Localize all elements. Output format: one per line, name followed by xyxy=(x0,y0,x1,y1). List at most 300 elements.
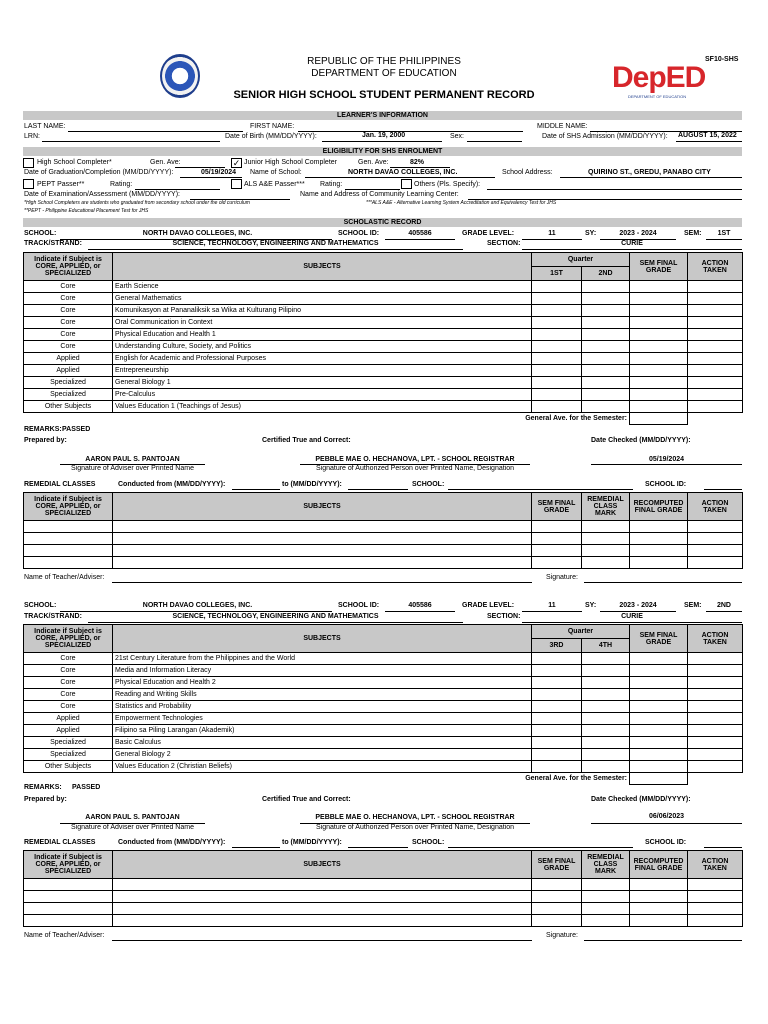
s2-school-line xyxy=(60,611,332,612)
grad-date-value: 05/19/2024 xyxy=(201,169,237,176)
action-taken xyxy=(688,341,743,353)
school-address-label: School Address: xyxy=(502,169,553,176)
s1-hdr-indicate: Indicate if Subject is CORE, APPLIED, or SPECIALIZED xyxy=(24,253,113,281)
subject-type: Core xyxy=(24,701,113,713)
subject-name: English for Academic and Professional Purposes xyxy=(113,353,532,365)
s1-remedial-school-id-line xyxy=(704,489,742,490)
grade-q1 xyxy=(532,665,582,677)
action-taken xyxy=(688,653,743,665)
s1-sem-value: 1ST xyxy=(717,230,731,237)
table-row xyxy=(24,401,743,413)
als-checkbox[interactable] xyxy=(231,179,242,189)
s2-sem-label: SEM: xyxy=(684,602,702,609)
grade-q1 xyxy=(532,365,582,377)
action-taken xyxy=(688,725,743,737)
s1-adviser-caption: Signature of Adviser over Printed Name xyxy=(71,465,194,472)
s1-hdr-q1: 1ST xyxy=(532,267,582,281)
school-name-line xyxy=(305,177,495,178)
s2-hdr-subjects: SUBJECTS xyxy=(113,625,532,653)
s1-rem-hdr-subjects: SUBJECTS xyxy=(113,493,532,521)
hs-completer-checkbox[interactable] xyxy=(23,158,34,168)
sem-final-grade xyxy=(630,713,688,725)
s1-track-label: TRACK/STRAND: xyxy=(24,240,82,247)
note-als: ***ALS A&E - Alternative Learning System Accreditation and Equivalency Test for JHS xyxy=(366,200,557,206)
table-row xyxy=(24,521,743,533)
first-name-line xyxy=(298,131,523,132)
subject-name: General Mathematics xyxy=(113,293,532,305)
s2-hdr-action: ACTION TAKEN xyxy=(688,625,743,653)
s2-school-id-value: 405586 xyxy=(408,602,432,609)
s2-subject-rows xyxy=(24,653,743,773)
subject-type: Core xyxy=(24,677,113,689)
sem-final-grade xyxy=(630,749,688,761)
s2-teacher-label: Name of Teacher/Adviser: xyxy=(24,932,105,939)
action-taken xyxy=(688,281,743,293)
others-checkbox[interactable] xyxy=(401,179,412,189)
grade-q1 xyxy=(532,377,582,389)
school-name-value: NORTH DAVAO COLLEGES, INC. xyxy=(348,169,458,176)
table-row xyxy=(24,317,743,329)
learner-info-bar: LEARNER'S INFORMATION xyxy=(23,111,742,120)
sex-line xyxy=(467,141,522,142)
grade-q1 xyxy=(532,401,582,413)
table-row xyxy=(24,701,743,713)
table-row xyxy=(24,353,743,365)
table-row xyxy=(24,665,743,677)
als-rating-line xyxy=(345,189,400,190)
sem-final-grade xyxy=(630,305,688,317)
s1-remarks-value: PASSED xyxy=(62,426,91,433)
lrn-label: LRN: xyxy=(24,133,40,140)
grade-q2 xyxy=(582,713,630,725)
s2-general-ave-label: General Ave. for the Semester: xyxy=(24,773,630,785)
table-row xyxy=(24,329,743,341)
action-taken xyxy=(688,737,743,749)
sem-final-grade xyxy=(630,377,688,389)
s1-to-line xyxy=(348,489,408,490)
note-pept: **PEPT - Philippine Educational Placement Test for JHS xyxy=(24,208,149,214)
grade-q2 xyxy=(582,401,630,413)
grade-q1 xyxy=(532,389,582,401)
grade-q2 xyxy=(582,365,630,377)
subject-name: Values Education 1 (Teachings of Jesus) xyxy=(113,401,532,413)
s1-certified-label: Certified True and Correct: xyxy=(262,437,351,444)
grade-q1 xyxy=(532,341,582,353)
s1-rem-hdr-indicate: Indicate if Subject is CORE, APPLIED, or SPECIALIZED xyxy=(24,493,113,521)
last-name-line xyxy=(68,131,243,132)
grade-q2 xyxy=(582,281,630,293)
table-row xyxy=(24,749,743,761)
subject-type: Applied xyxy=(24,725,113,737)
s1-remarks-label: REMARKS: xyxy=(24,426,62,433)
note-hs-completer: *High School Completers are students who graduated from secondary school under the old curriculum xyxy=(24,200,250,206)
others-line xyxy=(487,189,742,190)
table-row xyxy=(24,533,743,545)
table-row xyxy=(24,737,743,749)
s1-teacher-line xyxy=(112,582,532,583)
action-taken xyxy=(688,329,743,341)
middle-name-label: MIDDLE NAME: xyxy=(537,123,588,130)
s1-teacher-label: Name of Teacher/Adviser: xyxy=(24,574,105,581)
subject-type: Specialized xyxy=(24,737,113,749)
action-taken xyxy=(688,305,743,317)
table-row xyxy=(24,677,743,689)
subject-type: Specialized xyxy=(24,389,113,401)
s1-hdr-subjects: SUBJECTS xyxy=(113,253,532,281)
als-label: ALS A&E Passer*** xyxy=(244,181,305,188)
s2-rem-hdr-recomputed: RECOMPUTED FINAL GRADE xyxy=(630,851,688,879)
grade-q2 xyxy=(582,389,630,401)
s2-to-line xyxy=(348,847,408,848)
table-row xyxy=(24,341,743,353)
action-taken xyxy=(688,365,743,377)
s2-remedial-school-line xyxy=(448,847,633,848)
s2-hdr-quarter: Quarter xyxy=(532,625,630,639)
subject-type: Specialized xyxy=(24,749,113,761)
s1-date-checked-label: Date Checked (MM/DD/YYYY): xyxy=(591,437,691,444)
grade-q2 xyxy=(582,737,630,749)
table-row xyxy=(24,713,743,725)
jhs-gen-ave-label: Gen. Ave: xyxy=(358,159,389,166)
sem-final-grade xyxy=(630,701,688,713)
s2-sy-value: 2023 - 2024 xyxy=(619,602,657,609)
grade-q1 xyxy=(532,653,582,665)
action-taken xyxy=(688,761,743,773)
s1-date-checked-line xyxy=(591,464,742,465)
grade-q2 xyxy=(582,677,630,689)
s1-registrar-name: PEBBLE MAE O. HECHANOVA, LPT. - SCHOOL REGISTRAR xyxy=(315,456,515,463)
subject-name: Reading and Writing Skills xyxy=(113,689,532,701)
grade-q1 xyxy=(532,317,582,329)
s1-subject-rows xyxy=(24,281,743,413)
sem-final-grade xyxy=(630,389,688,401)
pept-label: PEPT Passer** xyxy=(37,181,85,188)
subject-name: Physical Education and Health 2 xyxy=(113,677,532,689)
grade-q2 xyxy=(582,689,630,701)
s1-school-id-label: SCHOOL ID: xyxy=(338,230,380,237)
hs-gen-ave-line xyxy=(175,167,225,168)
s1-conducted-line xyxy=(232,489,280,490)
s2-prepared-label: Prepared by: xyxy=(24,796,67,803)
dob-label: Date of Birth (MM/DD/YYYY): xyxy=(225,133,317,140)
subject-type: Core xyxy=(24,653,113,665)
table-row xyxy=(24,557,743,569)
grade-q1 xyxy=(532,677,582,689)
table-row xyxy=(24,545,743,557)
grade-q2 xyxy=(582,701,630,713)
grad-date-line xyxy=(180,177,242,178)
page-title: SENIOR HIGH SCHOOL STUDENT PERMANENT RECORD xyxy=(233,89,535,101)
school-name-label: Name of School: xyxy=(250,169,302,176)
s2-adviser-caption: Signature of Adviser over Printed Name xyxy=(71,824,194,831)
s1-to-label: to (MM/DD/YYYY): xyxy=(282,481,342,488)
s2-school-label: SCHOOL: xyxy=(24,602,57,609)
jhs-completer-checkbox[interactable] xyxy=(231,158,242,168)
subject-type: Other Subjects xyxy=(24,761,113,773)
s1-conducted-label: Conducted from (MM/DD/YYYY): xyxy=(118,481,226,488)
action-taken xyxy=(688,665,743,677)
table-row xyxy=(24,891,743,903)
dob-value: Jan. 19, 2000 xyxy=(362,132,406,139)
sem-final-grade xyxy=(630,653,688,665)
s1-grades-table xyxy=(23,252,743,425)
sem-final-grade xyxy=(630,665,688,677)
grade-q2 xyxy=(582,317,630,329)
grade-q2 xyxy=(582,725,630,737)
s2-general-ave-value xyxy=(630,773,688,785)
subject-name: Physical Education and Health 1 xyxy=(113,329,532,341)
s1-grade-level-label: GRADE LEVEL: xyxy=(462,230,515,237)
s2-rem-hdr-action: ACTION TAKEN xyxy=(688,851,743,879)
s2-section-line xyxy=(522,622,742,623)
others-label: Others (Pls. Specify): xyxy=(414,181,481,188)
sex-label: Sex: xyxy=(450,133,465,140)
subject-type: Core xyxy=(24,305,113,317)
s1-sy-value: 2023 - 2024 xyxy=(619,230,657,237)
s2-teacher-line xyxy=(112,940,532,941)
subject-type: Other Subjects xyxy=(24,401,113,413)
s2-sy-line xyxy=(600,611,676,612)
s1-sy-label: SY: xyxy=(585,230,597,237)
s1-school-label: SCHOOL: xyxy=(24,230,57,237)
s1-hdr-sem-final: SEM FINAL GRADE xyxy=(630,253,688,281)
grade-q1 xyxy=(532,329,582,341)
s2-school-value: NORTH DAVAO COLLEGES, INC. xyxy=(142,602,253,609)
republic-heading: REPUBLIC OF THE PHILIPPINES xyxy=(307,56,461,67)
s1-registrar-caption: Signature of Authorized Person over Printed Name, Designation xyxy=(315,465,515,472)
grade-q2 xyxy=(582,341,630,353)
s1-hdr-action: ACTION TAKEN xyxy=(688,253,743,281)
sem-final-grade xyxy=(630,281,688,293)
action-taken xyxy=(688,677,743,689)
grade-q2 xyxy=(582,329,630,341)
s1-hdr-q2: 2ND xyxy=(582,267,630,281)
table-row xyxy=(24,653,743,665)
s1-grade-level-value: 11 xyxy=(548,230,556,237)
grade-q2 xyxy=(582,353,630,365)
pept-rating-label: Rating: xyxy=(110,181,133,188)
s2-rem-hdr-mark: REMEDIAL CLASS MARK xyxy=(582,851,630,879)
s1-school-value: NORTH DAVAO COLLEGES, INC. xyxy=(142,230,253,237)
s2-adviser-name: AARON PAUL S. PANTOJAN xyxy=(85,814,180,821)
lrn-line xyxy=(42,141,220,142)
grade-q2 xyxy=(582,305,630,317)
exam-date-label: Date of Examination/Assessment (MM/DD/YYYY): xyxy=(24,191,180,198)
s1-remedial-label: REMEDIAL CLASSES xyxy=(24,481,96,488)
action-taken xyxy=(688,749,743,761)
subject-name: Understanding Culture, Society, and Politics xyxy=(113,341,532,353)
s1-section-line xyxy=(522,249,742,250)
grade-q2 xyxy=(582,749,630,761)
s1-prepared-label: Prepared by: xyxy=(24,437,67,444)
sem-final-grade xyxy=(630,725,688,737)
s1-general-ave-value xyxy=(630,413,688,425)
s2-hdr-sem-final: SEM FINAL GRADE xyxy=(630,625,688,653)
s2-certified-label: Certified True and Correct: xyxy=(262,796,351,803)
grade-q1 xyxy=(532,293,582,305)
subject-type: Core xyxy=(24,689,113,701)
s1-section-label: SECTION: xyxy=(487,240,521,247)
action-taken xyxy=(688,293,743,305)
s2-school-id-label: SCHOOL ID: xyxy=(338,602,380,609)
grade-q1 xyxy=(532,725,582,737)
s2-section-label: SECTION: xyxy=(487,613,521,620)
grade-q1 xyxy=(532,761,582,773)
first-name-label: FIRST NAME: xyxy=(250,123,295,130)
subject-type: Specialized xyxy=(24,377,113,389)
s2-grade-level-line xyxy=(522,611,582,612)
s2-conducted-label: Conducted from (MM/DD/YYYY): xyxy=(118,839,226,846)
s2-grade-level-label: GRADE LEVEL: xyxy=(462,602,515,609)
s1-sem-label: SEM: xyxy=(684,230,702,237)
table-row xyxy=(24,365,743,377)
s2-registrar-name: PEBBLE MAE O. HECHANOVA, LPT. - SCHOOL REGISTRAR xyxy=(315,814,515,821)
s2-remarks-value: PASSED xyxy=(72,784,101,791)
s2-track-value: SCIENCE, TECHNOLOGY, ENGINEERING AND MATHEMATICS xyxy=(172,613,379,620)
sem-final-grade xyxy=(630,353,688,365)
s2-signature-label: Signature: xyxy=(546,932,578,939)
s1-signature-line xyxy=(584,582,742,583)
sem-final-grade xyxy=(630,677,688,689)
s2-grades-table xyxy=(23,624,743,785)
s1-hdr-quarter: Quarter xyxy=(532,253,630,267)
s1-section-value: CURIE xyxy=(621,240,643,247)
s1-remedial-table xyxy=(23,492,743,569)
s2-rem-hdr-indicate: Indicate if Subject is CORE, APPLIED, or SPECIALIZED xyxy=(24,851,113,879)
pept-checkbox[interactable] xyxy=(23,179,34,189)
table-row xyxy=(24,689,743,701)
s2-date-checked-label: Date Checked (MM/DD/YYYY): xyxy=(591,796,691,803)
subject-type: Core xyxy=(24,329,113,341)
s2-sem-value: 2ND xyxy=(716,602,731,609)
jhs-gen-ave-line xyxy=(390,167,450,168)
grade-q1 xyxy=(532,305,582,317)
check-icon: ✓ xyxy=(232,158,241,168)
action-taken xyxy=(688,689,743,701)
school-address-value: QUIRINO ST., GREDU, PANABO CITY xyxy=(588,169,711,176)
deped-logo-subtext: DEPARTMENT OF EDUCATION xyxy=(628,94,687,99)
s2-school-id-line xyxy=(385,611,455,612)
s1-remedial-school-line xyxy=(448,489,633,490)
s1-rem-hdr-mark: REMEDIAL CLASS MARK xyxy=(582,493,630,521)
table-row xyxy=(24,761,743,773)
s2-track-label: TRACK/STRAND: xyxy=(24,613,82,620)
table-row xyxy=(24,281,743,293)
grade-q1 xyxy=(532,689,582,701)
s2-remedial-school-label: SCHOOL: xyxy=(412,839,445,846)
subject-type: Core xyxy=(24,317,113,329)
action-taken xyxy=(688,713,743,725)
s2-grade-level-value: 11 xyxy=(548,602,556,609)
s1-rem-hdr-sem-final: SEM FINAL GRADE xyxy=(532,493,582,521)
subject-name: Filipino sa Piling Larangan (Akademik) xyxy=(113,725,532,737)
s2-hdr-q3: 3RD xyxy=(532,639,582,653)
s1-adviser-name: AARON PAUL S. PANTOJAN xyxy=(85,456,180,463)
action-taken xyxy=(688,377,743,389)
subject-name: General Biology 1 xyxy=(113,377,532,389)
subject-name: 21st Century Literature from the Philippines and the World xyxy=(113,653,532,665)
s2-track-line xyxy=(88,622,463,623)
subject-name: Statistics and Probability xyxy=(113,701,532,713)
sem-final-grade xyxy=(630,341,688,353)
table-row xyxy=(24,305,743,317)
grade-q1 xyxy=(532,353,582,365)
s2-conducted-line xyxy=(232,847,280,848)
action-taken xyxy=(688,389,743,401)
table-row xyxy=(24,879,743,891)
sem-final-grade xyxy=(630,761,688,773)
subject-name: Oral Communication in Context xyxy=(113,317,532,329)
grade-q1 xyxy=(532,281,582,293)
s1-school-id-value: 405586 xyxy=(408,230,432,237)
action-taken xyxy=(688,317,743,329)
s1-general-ave-label: General Ave. for the Semester: xyxy=(24,413,630,425)
s1-remedial-school-id-label: SCHOOL ID: xyxy=(645,481,687,488)
school-address-line xyxy=(560,177,742,178)
s2-hdr-q4: 4TH xyxy=(582,639,630,653)
grade-q2 xyxy=(582,377,630,389)
grade-q1 xyxy=(532,713,582,725)
s2-sy-label: SY: xyxy=(585,602,597,609)
table-row xyxy=(24,377,743,389)
s2-section-value: CURIE xyxy=(621,613,643,620)
s2-remedial-label: REMEDIAL CLASSES xyxy=(24,839,96,846)
grade-q2 xyxy=(582,293,630,305)
sem-final-grade xyxy=(630,317,688,329)
grade-q1 xyxy=(532,737,582,749)
deped-logo: DepED xyxy=(612,61,706,94)
subject-name: Basic Calculus xyxy=(113,737,532,749)
jhs-gen-ave-value: 82% xyxy=(410,159,425,166)
subject-name: General Biology 2 xyxy=(113,749,532,761)
sem-final-grade xyxy=(630,329,688,341)
s1-track-line xyxy=(88,249,463,250)
eligibility-bar: ELIGIBILITY FOR SHS ENROLMENT xyxy=(23,147,742,156)
table-row xyxy=(24,915,743,927)
grade-q1 xyxy=(532,749,582,761)
clc-label: Name and Address of Community Learning Center: xyxy=(300,191,459,198)
s2-rem-hdr-subjects: SUBJECTS xyxy=(113,851,532,879)
als-rating-label: Rating: xyxy=(320,181,343,188)
s2-remedial-school-id-label: SCHOOL ID: xyxy=(645,839,687,846)
jhs-completer-label: Junior High School Completer xyxy=(244,159,337,166)
s2-signature-line xyxy=(584,940,742,941)
s2-hdr-indicate: Indicate if Subject is CORE, APPLIED, or SPECIALIZED xyxy=(24,625,113,653)
s1-remedial-school-label: SCHOOL: xyxy=(412,481,445,488)
admission-label: Date of SHS Admission (MM/DD/YYYY): xyxy=(542,133,668,140)
table-row xyxy=(24,725,743,737)
subject-name: Pre-Calculus xyxy=(113,389,532,401)
grade-q2 xyxy=(582,761,630,773)
s2-to-label: to (MM/DD/YYYY): xyxy=(282,839,342,846)
s2-remarks-label: REMARKS: xyxy=(24,784,62,791)
action-taken xyxy=(688,401,743,413)
action-taken xyxy=(688,701,743,713)
subject-type: Core xyxy=(24,665,113,677)
subject-name: Komunikasyon at Pananaliksik sa Wika at Kulturang Pilipino xyxy=(113,305,532,317)
s2-remedial-school-id-line xyxy=(704,847,742,848)
sem-final-grade xyxy=(630,293,688,305)
subject-type: Applied xyxy=(24,365,113,377)
sem-final-grade xyxy=(630,689,688,701)
subject-name: Entrepreneurship xyxy=(113,365,532,377)
subject-type: Core xyxy=(24,281,113,293)
s1-signature-label: Signature: xyxy=(546,574,578,581)
subject-type: Core xyxy=(24,341,113,353)
s1-rem-hdr-action: ACTION TAKEN xyxy=(688,493,743,521)
table-row xyxy=(24,389,743,401)
form-code: SF10-SHS xyxy=(705,56,739,63)
